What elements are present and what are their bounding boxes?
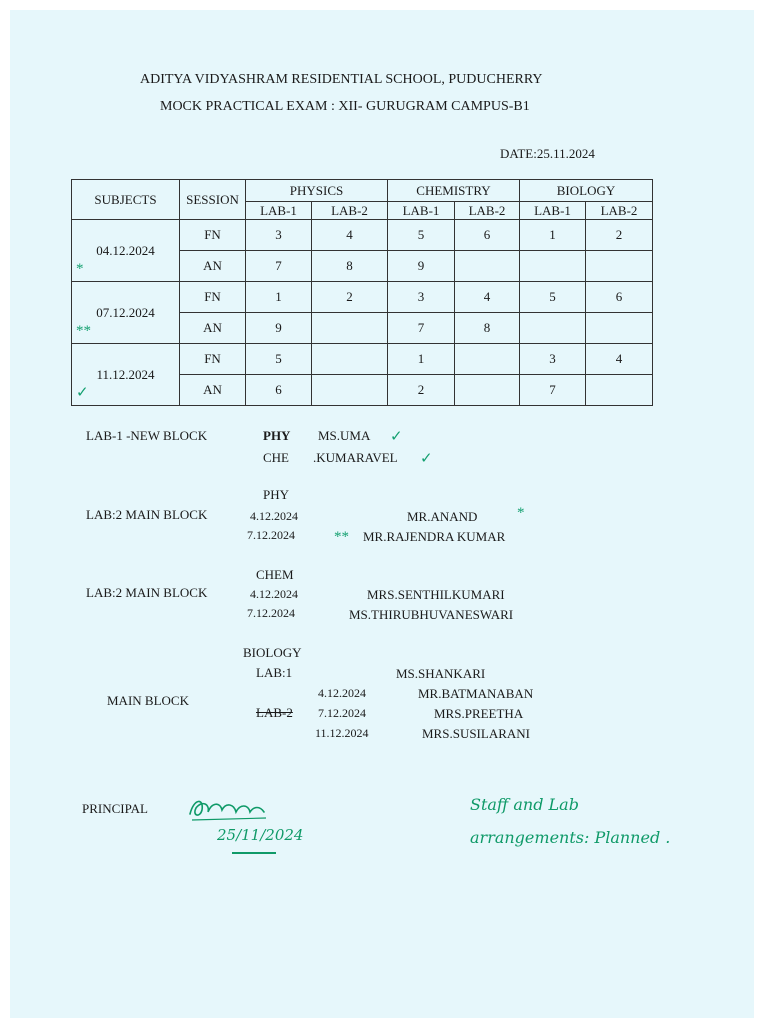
header-subjects: SUBJECTS [72, 180, 180, 220]
batch-cell: 3 [520, 344, 586, 375]
batch-cell: 7 [520, 375, 586, 406]
handwritten-note-line1: Staff and Lab [470, 795, 579, 814]
principal-label: PRINCIPAL [82, 801, 148, 816]
lab2-phy-block-label: LAB:2 MAIN BLOCK [86, 507, 208, 522]
batch-cell [586, 313, 653, 344]
batch-cell [455, 344, 520, 375]
header-session: SESSION [180, 180, 246, 220]
header-lab: LAB-2 [455, 202, 520, 220]
exam-date: 07.12.2024 [96, 305, 155, 320]
lab2-phy-teacher: MR.ANAND [407, 509, 478, 524]
schedule-table [71, 179, 653, 406]
check-mark-icon: ✓ [390, 429, 403, 445]
batch-cell: 2 [312, 282, 388, 313]
exam-date: 11.12.2024 [96, 367, 155, 382]
batch-cell [586, 251, 653, 282]
batch-cell: 6 [586, 282, 653, 313]
double-star-mark: ** [76, 323, 91, 339]
lab2-chem-subject: CHEM [256, 567, 294, 582]
session-fn: FN [180, 282, 246, 313]
batch-cell: 5 [388, 220, 455, 251]
lab2-phy-teacher: MR.RAJENDRA KUMAR [363, 529, 506, 544]
exam-date: 04.12.2024 [96, 243, 155, 258]
lab1-che-teacher: .KUMARAVEL [313, 450, 398, 465]
principal-signature [186, 792, 276, 824]
lab2-chem-date: 4.12.2024 [250, 587, 298, 601]
batch-cell: 4 [586, 344, 653, 375]
header-chemistry: CHEMISTRY [388, 180, 520, 202]
lab2-phy-date: 4.12.2024 [250, 509, 298, 523]
document-date: DATE:25.11.2024 [500, 146, 595, 161]
batch-cell: 6 [455, 220, 520, 251]
date-cell [72, 282, 180, 344]
biology-teacher: MR.BATMANABAN [418, 686, 534, 701]
exam-title: MOCK PRACTICAL EXAM : XII- GURUGRAM CAMPUS-B1 [160, 99, 530, 114]
batch-cell [312, 344, 388, 375]
check-mark-icon: ✓ [420, 451, 433, 467]
batch-cell: 8 [312, 251, 388, 282]
check-mark-icon: ✓ [76, 385, 89, 401]
batch-cell [586, 375, 653, 406]
batch-cell: 7 [388, 313, 455, 344]
lab2-phy-date: 7.12.2024 [247, 528, 295, 542]
session-fn: FN [180, 344, 246, 375]
biology-subject: BIOLOGY [243, 645, 302, 660]
handwritten-note-line2: arrangements: Planned . [470, 828, 671, 847]
header-lab: LAB-1 [520, 202, 586, 220]
date-cell [72, 220, 180, 282]
biology-teacher: MRS.PREETHA [434, 706, 524, 721]
batch-cell: 4 [455, 282, 520, 313]
batch-cell: 5 [520, 282, 586, 313]
lab2-chem-block-label: LAB:2 MAIN BLOCK [86, 585, 208, 600]
header-lab: LAB-2 [312, 202, 388, 220]
batch-cell [455, 375, 520, 406]
batch-cell: 2 [586, 220, 653, 251]
lab2-chem-teacher: MS.THIRUBHUVANESWARI [349, 607, 514, 622]
header-physics: PHYSICS [246, 180, 388, 202]
batch-cell: 7 [246, 251, 312, 282]
table-row [72, 220, 653, 251]
biology-block-label: MAIN BLOCK [107, 693, 189, 708]
batch-cell: 3 [388, 282, 455, 313]
school-name: ADITYA VIDYASHRAM RESIDENTIAL SCHOOL, PUDUCHERRY [140, 72, 543, 87]
session-fn: FN [180, 220, 246, 251]
header-lab: LAB-1 [388, 202, 455, 220]
session-an: AN [180, 375, 246, 406]
session-an: AN [180, 313, 246, 344]
batch-cell: 1 [246, 282, 312, 313]
biology-lab1-label: LAB:1 [256, 665, 293, 680]
batch-cell: 6 [246, 375, 312, 406]
batch-cell: 8 [455, 313, 520, 344]
star-mark: * [76, 261, 84, 277]
biology-lab1-teacher: MS.SHANKARI [396, 666, 486, 681]
batch-cell [520, 251, 586, 282]
header-lab: LAB-1 [246, 202, 312, 220]
batch-cell: 9 [246, 313, 312, 344]
header-biology: BIOLOGY [520, 180, 653, 202]
batch-cell: 3 [246, 220, 312, 251]
batch-cell [455, 251, 520, 282]
lab2-phy-subject: PHY [263, 487, 290, 502]
batch-cell: 5 [246, 344, 312, 375]
batch-cell [312, 313, 388, 344]
biology-teacher: MRS.SUSILARANI [422, 726, 530, 741]
batch-cell: 1 [388, 344, 455, 375]
lab1-che-label: CHE [263, 450, 289, 465]
lab1-phy-label: PHY [263, 428, 291, 443]
lab1-phy-teacher: MS.UMA [318, 428, 371, 443]
biology-date: 4.12.2024 [318, 686, 366, 700]
batch-cell [312, 375, 388, 406]
session-an: AN [180, 251, 246, 282]
table-row [72, 282, 653, 313]
lab2-chem-teacher: MRS.SENTHILKUMARI [367, 587, 505, 602]
star-mark: * [517, 505, 525, 521]
batch-cell: 9 [388, 251, 455, 282]
batch-cell: 2 [388, 375, 455, 406]
biology-lab2-label: LAB-2 [256, 705, 293, 720]
biology-date: 11.12.2024 [315, 726, 369, 740]
table-row [72, 344, 653, 375]
header-lab: LAB-2 [586, 202, 653, 220]
batch-cell: 4 [312, 220, 388, 251]
signature-date: 25/11/2024 [217, 826, 304, 844]
batch-cell: 1 [520, 220, 586, 251]
lab2-chem-date: 7.12.2024 [247, 606, 295, 620]
signature-underline [232, 852, 276, 854]
double-star-mark: ** [334, 529, 349, 545]
date-cell [72, 344, 180, 406]
lab1-block-label: LAB-1 -NEW BLOCK [86, 428, 208, 443]
biology-date: 7.12.2024 [318, 706, 366, 720]
batch-cell [520, 313, 586, 344]
